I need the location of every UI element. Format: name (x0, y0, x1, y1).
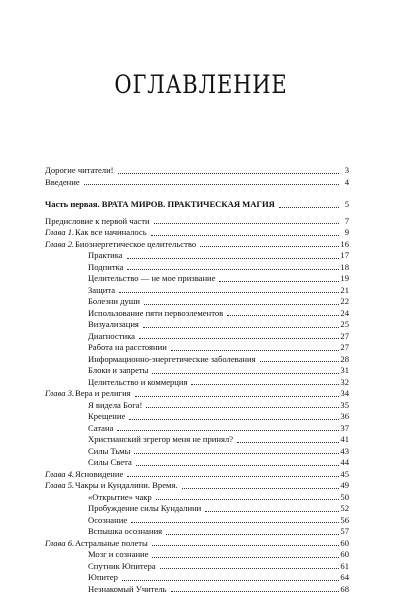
toc-entry-title (45, 165, 115, 177)
entry-text: Я видела Бога! (88, 400, 143, 410)
toc-entry (45, 342, 349, 354)
toc-entry (45, 492, 349, 504)
toc-entry (45, 227, 349, 239)
page-number: 45 (339, 469, 349, 481)
entry-text: Чакры и Кундалини. Время. (75, 480, 179, 490)
toc-entry (45, 239, 349, 251)
dot-leader (237, 442, 339, 443)
toc-entry (45, 411, 349, 423)
entry-text: Подпитка (88, 262, 124, 272)
toc-entry (45, 388, 349, 400)
toc-entry-title (45, 572, 119, 584)
toc-entry (45, 572, 349, 584)
page-number: 3 (344, 165, 349, 177)
page-number: 68 (339, 584, 349, 595)
entry-text: Осознание (88, 515, 128, 525)
toc-entry-title (45, 273, 216, 285)
chapter-label: Глава 3. (45, 388, 75, 400)
toc-entry (45, 216, 349, 228)
toc-entry-title (45, 365, 149, 377)
chapter-label: Глава 4. (45, 469, 75, 481)
dot-leader (134, 453, 339, 454)
page-number: 52 (339, 503, 349, 515)
toc-entry (45, 423, 349, 435)
dot-leader (219, 281, 339, 282)
toc-entry-title (45, 503, 202, 515)
page-number: 43 (339, 446, 349, 458)
entry-text: Как все начиналось (75, 227, 148, 237)
dot-leader (171, 350, 339, 351)
dot-leader (205, 511, 339, 512)
toc-entry-title (45, 216, 151, 228)
entry-text: Блоки и запреты (88, 365, 149, 375)
dot-leader (182, 488, 339, 489)
page-number: 4 (344, 177, 349, 189)
dot-leader (127, 476, 339, 477)
entry-text: Визуализация (88, 319, 140, 329)
entry-text: Болезни души (88, 296, 141, 306)
page-number: 61 (339, 561, 349, 573)
entry-text: Вспышка осознания (88, 526, 163, 536)
toc-entry (45, 296, 349, 308)
page-title: ОГЛАВЛЕНИЕ (32, 70, 370, 99)
entry-text: Дорогие читатели! (45, 165, 115, 175)
entry-text: Ясновидение (75, 469, 124, 479)
page-number: 25 (339, 319, 349, 331)
toc-entry-title (45, 515, 128, 527)
dot-leader (151, 235, 339, 236)
toc-entry (45, 262, 349, 274)
page-number: 19 (339, 273, 349, 285)
toc-entry (45, 377, 349, 389)
toc-entry (45, 354, 349, 366)
entry-text: Сатана (88, 423, 114, 433)
toc-entry-title (45, 446, 131, 458)
entry-text: Практика (88, 250, 124, 260)
entry-text: Незнакомый Учитель (88, 584, 168, 594)
entry-text: Спутник Юпитера (88, 561, 157, 571)
entry-text: Христианский эгрегор меня не принял? (88, 434, 234, 444)
dot-leader (84, 184, 339, 185)
entry-text: Силы Света (88, 457, 133, 467)
toc-entry-title (45, 354, 257, 366)
dot-leader (227, 315, 339, 316)
page-number: 17 (339, 250, 349, 262)
entry-text: Защита (88, 285, 116, 295)
page-number: 44 (339, 457, 349, 469)
toc-entry-title (45, 469, 124, 481)
page-number: 60 (339, 538, 349, 550)
toc-entry-title (45, 262, 124, 274)
dot-leader (146, 407, 339, 408)
toc-entry (45, 515, 349, 527)
toc-entry (45, 400, 349, 412)
entry-text: Предисловие к первой части (45, 216, 151, 226)
page-number: 21 (339, 285, 349, 297)
page-number: 27 (339, 331, 349, 343)
toc-entry-title (45, 480, 179, 492)
entry-text: Биоэнергетическое целительство (75, 239, 197, 249)
entry-text: Информационно-энергетические заболевания (88, 354, 257, 364)
dot-leader (279, 207, 339, 208)
toc-entry-title (45, 434, 234, 446)
entry-text: Введение (45, 177, 81, 187)
dot-leader (135, 396, 339, 397)
toc-entry-title (45, 400, 143, 412)
page-number: 36 (339, 411, 349, 423)
chapter-label: Глава 2. (45, 239, 75, 251)
entry-text: Работа на расстоянии (88, 342, 168, 352)
toc-entry-title (45, 492, 153, 504)
dot-leader (122, 580, 339, 581)
toc-entry (45, 331, 349, 343)
page-number: 31 (339, 365, 349, 377)
dot-leader (144, 304, 339, 305)
dot-leader (127, 258, 339, 259)
page-number: 64 (339, 572, 349, 584)
toc-entry (45, 177, 349, 189)
chapter-label: Глава 5. (45, 480, 75, 492)
toc-entry (45, 365, 349, 377)
toc-entry (45, 538, 349, 550)
toc-entry (45, 250, 349, 262)
page-number: 22 (339, 296, 349, 308)
entry-text: Часть первая. ВРАТА МИРОВ. ПРАКТИЧЕСКАЯ МАГИЯ (45, 199, 276, 209)
toc-entry-title (45, 177, 81, 189)
dot-leader (143, 327, 339, 328)
page-number: 32 (339, 377, 349, 389)
page-number: 28 (339, 354, 349, 366)
dot-leader (154, 223, 339, 224)
toc-entry (45, 503, 349, 515)
entry-text: «Открытие» чакр (88, 492, 153, 502)
toc-entry-title (45, 584, 168, 595)
entry-text: Пробуждение силы Кундалини (88, 503, 202, 513)
page-number: 16 (339, 239, 349, 251)
toc-entry-title (45, 239, 197, 251)
page-number: 34 (339, 388, 349, 400)
dot-leader (129, 419, 339, 420)
toc-entry (45, 319, 349, 331)
toc-entry (45, 199, 349, 211)
toc-entry (45, 273, 349, 285)
toc-entry-title (45, 250, 124, 262)
toc-entry-title (45, 411, 126, 423)
toc-entry-title (45, 538, 149, 550)
entry-text: Мозг и сознание (88, 549, 149, 559)
dot-leader (152, 373, 339, 374)
entry-text: Целительство — не мое призвание (88, 273, 216, 283)
dot-leader (160, 568, 339, 569)
dot-leader (191, 384, 339, 385)
chapter-label: Глава 1. (45, 227, 75, 239)
toc-entry (45, 165, 349, 177)
dot-leader (200, 246, 339, 247)
page-number: 7 (344, 216, 349, 228)
toc-entry (45, 457, 349, 469)
page-number: 41 (339, 434, 349, 446)
toc-entry-title (45, 388, 132, 400)
chapter-label: Глава 6. (45, 538, 75, 550)
page-number: 9 (344, 227, 349, 239)
dot-leader (118, 173, 339, 174)
toc-entry-title (45, 285, 116, 297)
page-number: 57 (339, 526, 349, 538)
toc-entry-title (45, 457, 133, 469)
toc-entry (45, 561, 349, 573)
toc-entry (45, 285, 349, 297)
page-number: 35 (339, 400, 349, 412)
toc-entry (45, 446, 349, 458)
page-number: 24 (339, 308, 349, 320)
toc-entry-title (45, 342, 168, 354)
toc-entry-title (45, 526, 163, 538)
entry-text: Диагностика (88, 331, 136, 341)
page-number: 56 (339, 515, 349, 527)
toc-entry-title (45, 549, 149, 561)
dot-leader (152, 545, 339, 546)
entry-text: Вера и религия (75, 388, 132, 398)
entry-text: Крещение (88, 411, 126, 421)
dot-leader (136, 465, 339, 466)
toc-entry-title (45, 199, 276, 211)
dot-leader (260, 361, 339, 362)
toc-entry (45, 434, 349, 446)
dot-leader (119, 292, 339, 293)
page-number: 49 (339, 480, 349, 492)
entry-text: Использование пяти первоэлементов (88, 308, 224, 318)
toc-entry-title (45, 319, 140, 331)
toc-entry (45, 480, 349, 492)
entry-text: Силы Тьмы (88, 446, 131, 456)
page-number: 37 (339, 423, 349, 435)
toc-entry-title (45, 227, 148, 239)
dot-leader (127, 269, 339, 270)
toc-entry (45, 469, 349, 481)
page-number: 50 (339, 492, 349, 504)
dot-leader (156, 499, 339, 500)
page-number: 60 (339, 549, 349, 561)
dot-leader (131, 522, 339, 523)
entry-text: Целительство и коммерция (88, 377, 188, 387)
toc-entry (45, 549, 349, 561)
table-of-contents (45, 165, 349, 595)
dot-leader (117, 430, 339, 431)
toc-entry-title (45, 377, 188, 389)
entry-text: Юпитер (88, 572, 119, 582)
toc-entry-title (45, 423, 114, 435)
dot-leader (139, 338, 339, 339)
toc-entry-title (45, 561, 157, 573)
toc-entry (45, 526, 349, 538)
dot-leader (152, 557, 339, 558)
toc-entry (45, 584, 349, 595)
toc-entry-title (45, 308, 224, 320)
toc-entry-title (45, 331, 136, 343)
entry-text: Астральные полеты (75, 538, 149, 548)
toc-entry (45, 308, 349, 320)
page-number: 5 (344, 199, 349, 211)
dot-leader (166, 534, 339, 535)
page-number: 27 (339, 342, 349, 354)
page-number: 18 (339, 262, 349, 274)
toc-entry-title (45, 296, 141, 308)
dot-leader (171, 591, 339, 592)
